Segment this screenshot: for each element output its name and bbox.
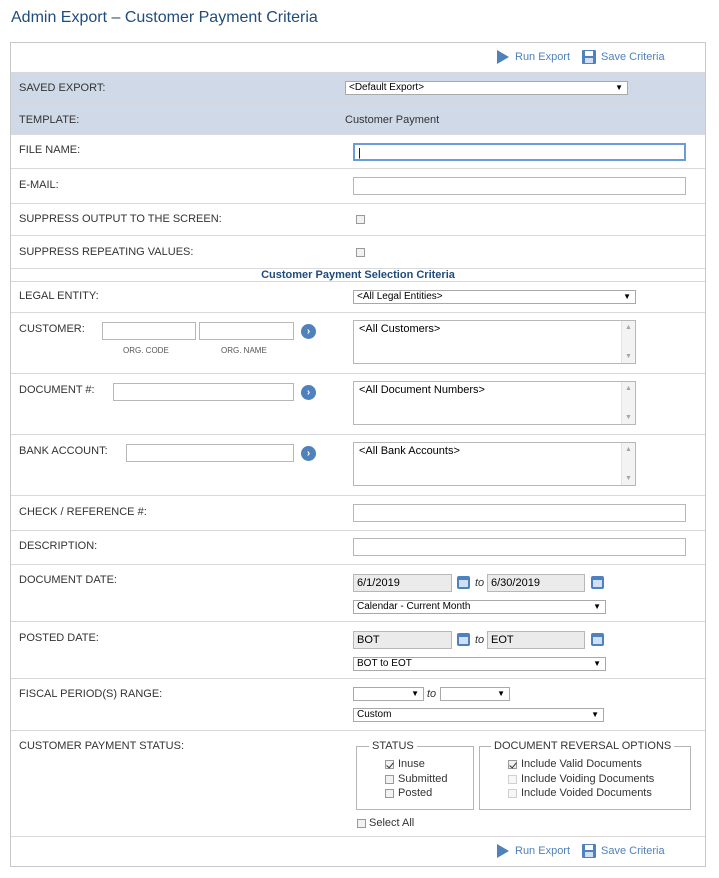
fiscal-period-to-select[interactable] [440, 687, 510, 701]
org-code-input[interactable] [102, 322, 196, 340]
saved-export-select[interactable] [345, 81, 628, 95]
page-title: Admin Export – Customer Payment Criteria [11, 9, 318, 26]
posted-date-range-select[interactable] [353, 657, 606, 671]
chevron-down-icon: ▼ [593, 602, 601, 611]
criteria-heading-row [11, 269, 705, 281]
chevron-down-icon: ▼ [497, 689, 505, 698]
top-toolbar [11, 43, 705, 73]
posted-checkbox[interactable] [385, 789, 394, 798]
scroll-down-icon[interactable]: ▼ [625, 475, 632, 482]
chevron-down-icon: ▼ [623, 292, 631, 301]
document-label: DOCUMENT #: [19, 384, 95, 396]
inuse-checkbox[interactable] [385, 760, 394, 769]
suppress-repeating-label: SUPPRESS REPEATING VALUES: [19, 246, 194, 258]
suppress-repeating-row [11, 236, 705, 269]
calendar-icon[interactable] [591, 576, 604, 589]
document-date-range-select[interactable] [353, 600, 606, 614]
payment-status-label: CUSTOMER PAYMENT STATUS: [19, 740, 185, 752]
save-criteria-label: Save Criteria [601, 51, 665, 63]
email-label: E-MAIL: [19, 179, 59, 191]
submitted-checkbox[interactable] [385, 775, 394, 784]
customer-label: CUSTOMER: [19, 323, 85, 335]
posted-label: Posted [398, 787, 433, 799]
select-all-label: Select All [369, 817, 415, 829]
scroll-up-icon[interactable]: ▲ [625, 446, 632, 453]
reversal-fieldset [479, 740, 691, 810]
fiscal-period-label: FISCAL PERIOD(S) RANGE: [19, 688, 163, 700]
suppress-repeating-checkbox[interactable] [356, 248, 365, 257]
saved-export-label: SAVED EXPORT: [19, 82, 106, 94]
voiding-documents-label: Include Voiding Documents [521, 773, 655, 785]
org-name-input[interactable] [199, 322, 294, 340]
legal-entity-select[interactable] [353, 290, 636, 304]
scroll-up-icon[interactable]: ▲ [625, 324, 632, 331]
fiscal-period-range-value: Custom [357, 709, 392, 720]
reversal-legend: DOCUMENT REVERSAL OPTIONS [491, 740, 674, 752]
fiscal-period-range-select[interactable] [353, 708, 604, 722]
chevron-down-icon: ▼ [591, 710, 599, 719]
chevron-down-icon: ▼ [411, 689, 419, 698]
run-export-button[interactable] [497, 50, 570, 64]
run-export-label: Run Export [515, 845, 571, 857]
file-name-label: FILE NAME: [19, 144, 81, 156]
document-number-input[interactable] [113, 383, 294, 401]
status-legend: STATUS [369, 740, 417, 752]
inuse-label: Inuse [398, 758, 425, 770]
file-name-row [11, 135, 705, 169]
legal-entity-label: LEGAL ENTITY: [19, 290, 99, 302]
document-list-item[interactable]: <All Document Numbers> [359, 384, 485, 396]
saved-export-row [11, 73, 705, 105]
bank-account-row [11, 435, 705, 496]
document-date-range-value: Calendar - Current Month [357, 601, 471, 612]
description-label: DESCRIPTION: [19, 540, 98, 552]
customer-row [11, 313, 705, 374]
run-export-label: Run Export [515, 51, 571, 63]
document-date-to-input[interactable] [487, 574, 585, 592]
customer-add-arrow-icon[interactable]: › [301, 324, 316, 339]
template-row [11, 105, 705, 135]
document-date-from-value: 6/1/2019 [357, 577, 400, 589]
fiscal-period-row [11, 679, 705, 731]
bottom-toolbar [11, 837, 705, 866]
check-reference-row [11, 496, 705, 531]
to-label: to [475, 634, 485, 646]
to-label: to [475, 577, 485, 589]
org-code-caption: ORG. CODE [123, 346, 169, 355]
voided-documents-label: Include Voided Documents [521, 787, 652, 799]
org-name-caption: ORG. NAME [221, 346, 267, 355]
document-row [11, 374, 705, 435]
document-date-to-value: 6/30/2019 [491, 577, 540, 589]
scroll-up-icon[interactable]: ▲ [625, 385, 632, 392]
description-input[interactable] [353, 538, 686, 556]
template-value: Customer Payment [345, 114, 440, 126]
legal-entity-row [11, 281, 705, 313]
check-reference-input[interactable] [353, 504, 686, 522]
legal-entity-value: <All Legal Entities> [357, 291, 443, 302]
scroll-down-icon[interactable]: ▼ [625, 353, 632, 360]
bank-account-listbox[interactable] [353, 442, 636, 486]
description-row [11, 531, 705, 565]
posted-date-to-input[interactable] [487, 631, 585, 649]
saved-export-value: <Default Export> [349, 82, 425, 93]
posted-date-label: POSTED DATE: [19, 632, 99, 644]
chevron-down-icon: ▼ [615, 83, 623, 92]
document-date-label: DOCUMENT DATE: [19, 574, 117, 586]
run-export-button-bottom[interactable] [497, 844, 570, 858]
posted-date-row [11, 622, 705, 679]
calendar-icon[interactable] [457, 576, 470, 589]
floppy-disk-icon [582, 50, 596, 64]
calendar-icon[interactable] [457, 633, 470, 646]
export-criteria-panel [10, 42, 706, 867]
document-date-from-input[interactable] [353, 574, 452, 592]
posted-date-range-value: BOT to EOT [357, 658, 412, 669]
floppy-disk-icon [582, 844, 596, 858]
scroll-down-icon[interactable]: ▼ [625, 414, 632, 421]
save-criteria-button[interactable] [582, 50, 665, 64]
customer-scrollbar[interactable] [621, 321, 635, 363]
suppress-output-checkbox[interactable] [356, 215, 365, 224]
suppress-output-row [11, 204, 705, 236]
document-add-arrow-icon[interactable]: › [301, 385, 316, 400]
text-caret: | [358, 147, 361, 159]
template-label: TEMPLATE: [19, 114, 80, 126]
save-criteria-label: Save Criteria [601, 845, 665, 857]
check-reference-label: CHECK / REFERENCE #: [19, 506, 147, 518]
submitted-label: Submitted [398, 773, 448, 785]
criteria-heading: Customer Payment Selection Criteria [261, 269, 455, 281]
fiscal-period-from-select[interactable] [353, 687, 424, 701]
select-all-checkbox[interactable] [357, 819, 366, 828]
file-name-input[interactable] [353, 143, 686, 161]
document-listbox[interactable] [353, 381, 636, 425]
voided-documents-checkbox[interactable] [508, 789, 517, 798]
status-fieldset [356, 740, 474, 810]
posted-date-from-value: BOT [357, 634, 380, 646]
document-date-row [11, 565, 705, 622]
bank-account-list-item[interactable]: <All Bank Accounts> [359, 445, 460, 457]
email-row [11, 169, 705, 204]
to-label: to [427, 688, 437, 700]
bank-account-add-arrow-icon[interactable]: › [301, 446, 316, 461]
valid-documents-checkbox[interactable] [508, 760, 517, 769]
customer-listbox[interactable] [353, 320, 636, 364]
play-icon [497, 50, 509, 64]
bank-account-scrollbar[interactable] [621, 443, 635, 485]
payment-status-row [11, 731, 705, 837]
suppress-output-label: SUPPRESS OUTPUT TO THE SCREEN: [19, 213, 222, 225]
save-criteria-button-bottom[interactable] [582, 844, 665, 858]
posted-date-from-input[interactable] [353, 631, 452, 649]
bank-account-input[interactable] [126, 444, 294, 462]
calendar-icon[interactable] [591, 633, 604, 646]
play-icon [497, 844, 509, 858]
posted-date-to-value: EOT [491, 634, 514, 646]
bank-account-label: BANK ACCOUNT: [19, 445, 108, 457]
voiding-documents-checkbox[interactable] [508, 775, 517, 784]
valid-documents-label: Include Valid Documents [521, 758, 642, 770]
document-scrollbar[interactable] [621, 382, 635, 424]
customer-list-item[interactable]: <All Customers> [359, 323, 441, 335]
email-input[interactable] [353, 177, 686, 195]
chevron-down-icon: ▼ [593, 659, 601, 668]
